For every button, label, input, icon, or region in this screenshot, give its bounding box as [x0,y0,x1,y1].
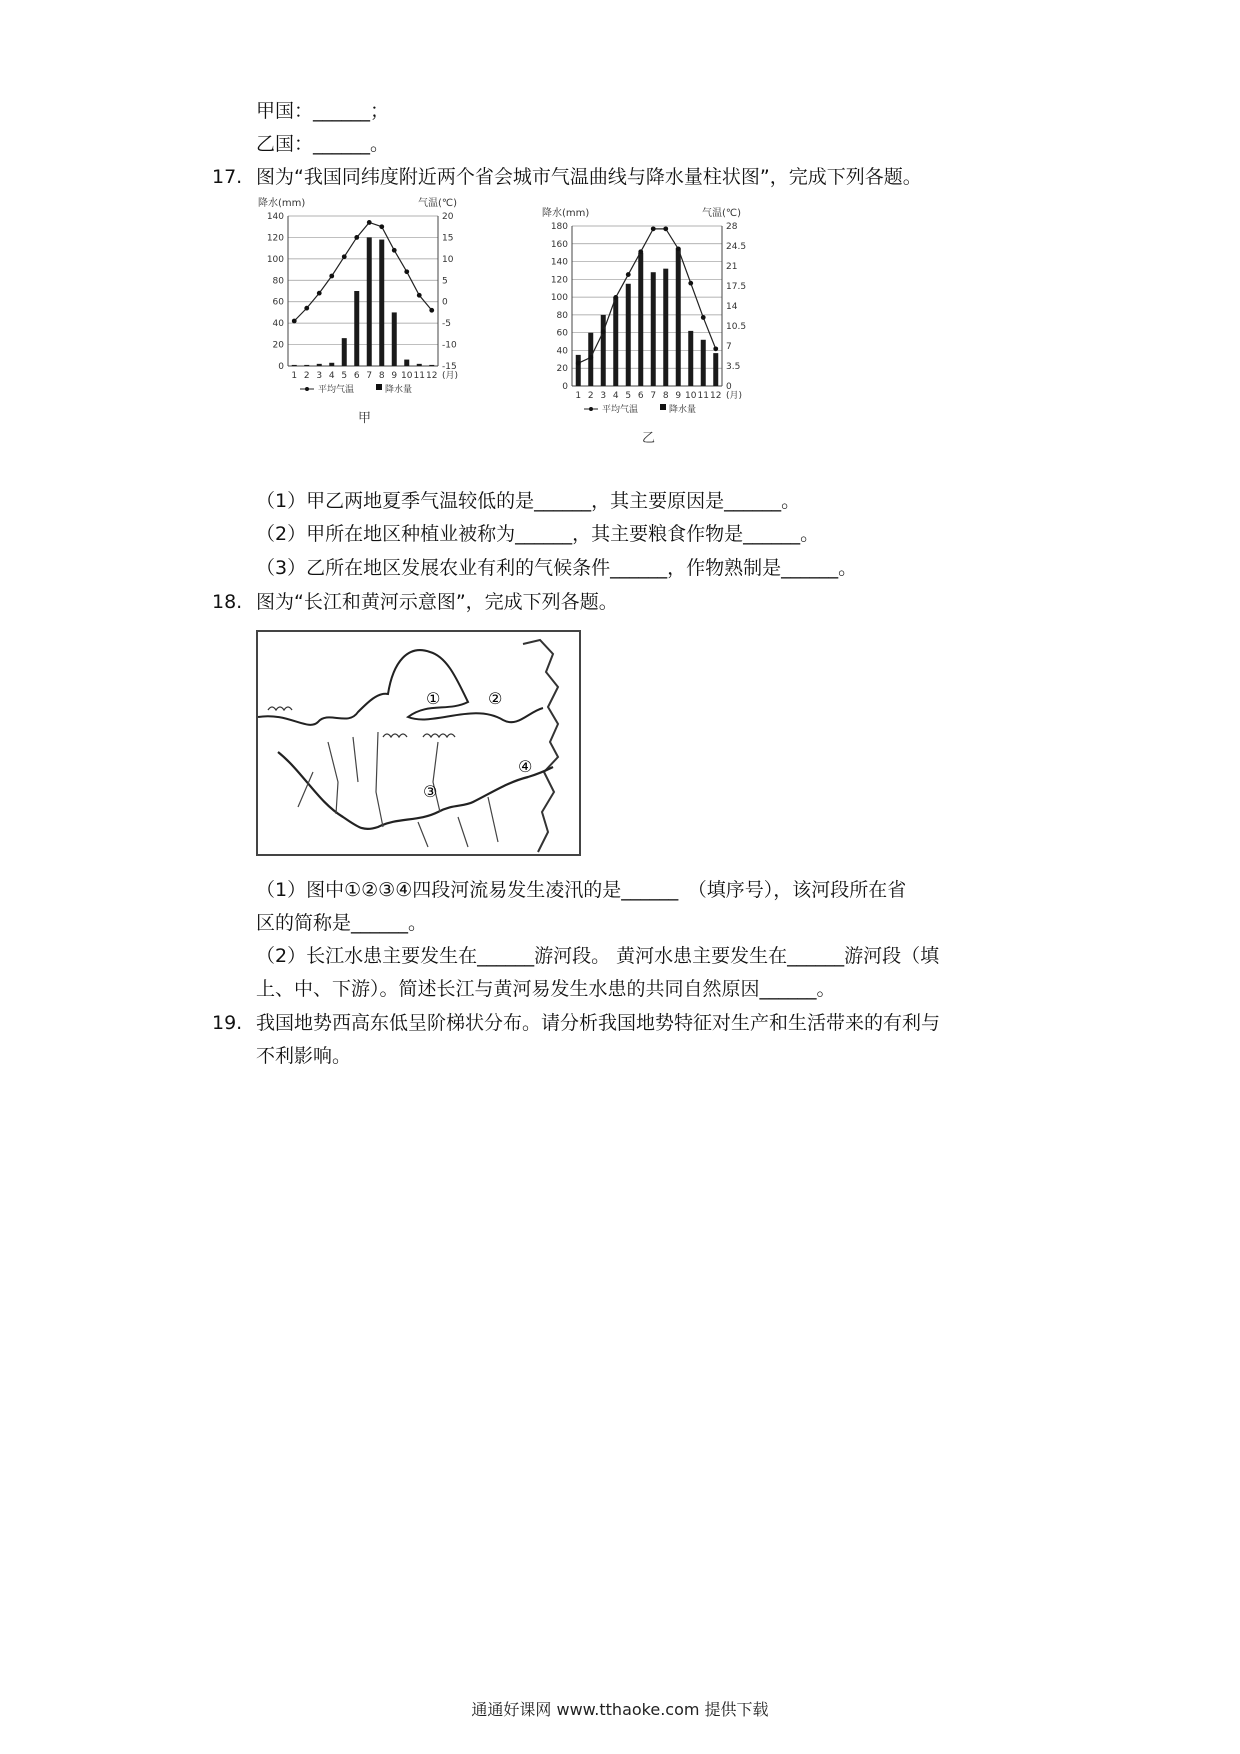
y-tick-label-left: 100 [266,254,284,265]
y-tick-label-left: 160 [550,239,568,250]
yangtze-river [278,752,553,829]
precip-bar [304,365,309,366]
temperature-point [588,355,593,360]
q17-number: 17. [212,166,243,188]
temperature-line [578,229,716,363]
temperature-point [626,272,631,277]
precip-bar [701,340,706,386]
y-tick-label-left: 20 [556,364,568,375]
temperature-point [354,235,359,240]
legend-temperature: 平均气温 [602,405,639,415]
temperature-point [701,315,706,320]
q18-number: 18. [212,591,243,613]
q18-stem: 图为“长江和黄河示意图”，完成下列各题。 [256,591,618,613]
precip-bar [379,240,384,366]
precip-bar [342,338,347,366]
temperature-point [367,220,372,225]
temperature-point [292,319,297,324]
y-tick-label-left: 60 [272,297,284,308]
precip-bar [688,331,693,386]
temperature-point [392,248,397,253]
temperature-point [663,226,668,231]
q18-sub2-line1: （2）长江水患主要发生在______游河段。 黄河水患主要发生在______游河段（填 [256,945,940,967]
q17-sub3: （3）乙所在地区发展农业有利的气候条件______，作物熟制是______。 [256,557,858,579]
x-tick-label: 7 [366,371,373,381]
precip-bar [638,253,643,386]
y-tick-label-right: 28 [726,222,738,232]
y-tick-label-right: 24.5 [726,242,747,252]
x-tick-label: 5 [341,371,348,381]
precip-bar [392,312,397,366]
y-tick-label-left: 140 [550,257,568,268]
coastline [523,640,558,852]
q19-line1: 我国地势西高东低呈阶梯状分布。请分析我国地势特征对生产和生活带来的有利与 [256,1012,941,1034]
x-tick-label: 2 [303,371,310,381]
precip-bar [317,364,322,366]
map-label-4: ④ [518,757,533,776]
legend-bar-swatch [376,384,382,390]
x-tick-label: 2 [587,391,594,401]
chart-yi [540,204,780,474]
y-tick-label-right: 10 [442,254,454,265]
legend-point-swatch [305,387,309,391]
temperature-point [576,361,581,366]
x-axis-label: (月) [726,391,743,401]
river-map [256,630,581,856]
q18-sub1-line1: （1）图中①②③④四段河流易发生凌汛的是______ （填序号），该河段所在省 [256,879,907,901]
precip-bar [429,365,434,366]
temperature-point [304,306,309,311]
y-tick-label-left: 40 [556,346,568,357]
chart-caption: 甲 [358,411,372,426]
y-tick-label-right: -5 [442,319,451,330]
x-tick-label: 1 [291,371,298,381]
temperature-point [613,295,618,300]
legend-precipitation: 降水量 [385,385,413,395]
y-tick-label-right: 15 [442,233,454,244]
x-tick-label: 4 [612,391,619,401]
map-label-1: ① [426,689,441,708]
y-tick-label-left: 80 [556,310,568,321]
temperature-point [329,274,334,279]
y-tick-label-left: 40 [272,319,284,330]
y-axis-label-left: 降水(mm) [258,198,306,209]
x-axis-label: (月) [442,371,459,381]
x-tick-label: 10 [401,371,413,381]
x-tick-label: 12 [710,391,722,401]
q17-sub1: （1）甲乙两地夏季气温较低的是______，其主要原因是______。 [256,490,801,512]
x-tick-label: 11 [697,391,709,401]
page-footer: 通通好课网 www.tthaoke.com 提供下载 [471,1700,769,1719]
y-tick-label-right: 0 [442,297,448,308]
q17-sub2: （2）甲所在地区种植业被称为______，其主要粮食作物是______。 [256,523,820,545]
tributaries [298,732,498,847]
yellow-river [258,650,543,725]
chart-caption: 乙 [642,431,656,446]
x-tick-label: 3 [316,371,323,381]
x-tick-label: 6 [353,371,360,381]
precip-bar [663,269,668,386]
q17-stem: 图为“我国同纬度附近两个省会城市气温曲线与降水量柱状图”，完成下列各题。 [256,166,922,188]
y-tick-label-right: 14 [726,302,738,312]
x-tick-label: 3 [600,391,607,401]
precip-bar [576,355,581,386]
y-tick-label-left: 120 [266,233,284,244]
y-tick-label-left: 100 [550,293,568,304]
map-label-3: ③ [423,782,438,801]
x-tick-label: 12 [426,371,438,381]
precip-bar [354,291,359,366]
q16-jia-answer-line: 甲国：______； [256,100,390,122]
y-tick-label-right: 20 [442,212,454,222]
y-axis-label-right: 气温(℃) [418,198,458,209]
y-tick-label-right: 21 [726,262,738,272]
y-tick-label-right: 7 [726,342,732,352]
legend-precipitation: 降水量 [669,405,697,415]
precip-bar [713,353,718,386]
y-tick-label-right: -10 [442,340,457,351]
q16-yi-answer-line: 乙国：______。 [256,133,390,155]
precip-bar [626,284,631,386]
x-tick-label: 8 [378,371,385,381]
temperature-point [342,254,347,259]
precip-bar [404,360,409,366]
y-tick-label-right: -15 [442,362,457,372]
y-tick-label-right: 3.5 [726,362,741,372]
y-tick-label-right: 10.5 [726,322,747,332]
precip-bar [417,364,422,366]
temperature-point [651,226,656,231]
precip-bar [292,365,297,366]
temperature-point [676,246,681,251]
y-tick-label-left: 80 [272,276,284,287]
temperature-point [417,293,422,298]
q19-line2: 不利影响。 [256,1045,352,1067]
x-tick-label: 9 [391,371,398,381]
x-tick-label: 5 [625,391,632,401]
x-tick-label: 1 [575,391,582,401]
x-tick-label: 6 [637,391,644,401]
precip-bar [676,248,681,386]
y-axis-label-right: 气温(℃) [702,208,742,219]
temperature-point [404,269,409,274]
temperature-point [601,329,606,334]
y-tick-label-right: 17.5 [726,282,747,292]
y-tick-label-left: 0 [562,382,568,392]
x-tick-label: 11 [413,371,425,381]
temperature-point [379,224,384,229]
temperature-point [688,281,693,286]
temperature-point [638,249,643,254]
y-tick-label-left: 120 [550,275,568,286]
precip-bar [329,363,334,366]
legend-point-swatch [589,407,593,411]
temperature-point [317,291,322,296]
map-label-2: ② [488,689,503,708]
y-tick-label-right: 5 [442,276,448,287]
temperature-point [713,346,718,351]
chart-jia [256,194,496,454]
y-axis-label-left: 降水(mm) [542,208,590,219]
precip-bar [613,297,618,386]
q18-sub2-line2: 上、中、下游）。简述长江与黄河易发生水患的共同自然原因______。 [256,978,836,1000]
legend-bar-swatch [660,404,666,410]
y-tick-label-left: 20 [272,340,284,351]
x-tick-label: 10 [685,391,697,401]
y-tick-label-left: 180 [550,222,568,232]
legend-temperature: 平均气温 [318,385,355,395]
river-map-drawing [258,632,579,854]
q19-number: 19. [212,1012,243,1034]
y-tick-label-left: 140 [266,212,284,222]
precip-bar [651,272,656,386]
precip-bar [367,237,372,366]
temperature-point [429,308,434,313]
x-tick-label: 7 [650,391,657,401]
x-tick-label: 4 [328,371,335,381]
y-tick-label-right: 0 [726,382,732,392]
q18-sub1-line2: 区的简称是______。 [256,912,428,934]
x-tick-label: 8 [662,391,669,401]
x-tick-label: 9 [675,391,682,401]
y-tick-label-left: 0 [278,362,284,372]
y-tick-label-left: 60 [556,328,568,339]
